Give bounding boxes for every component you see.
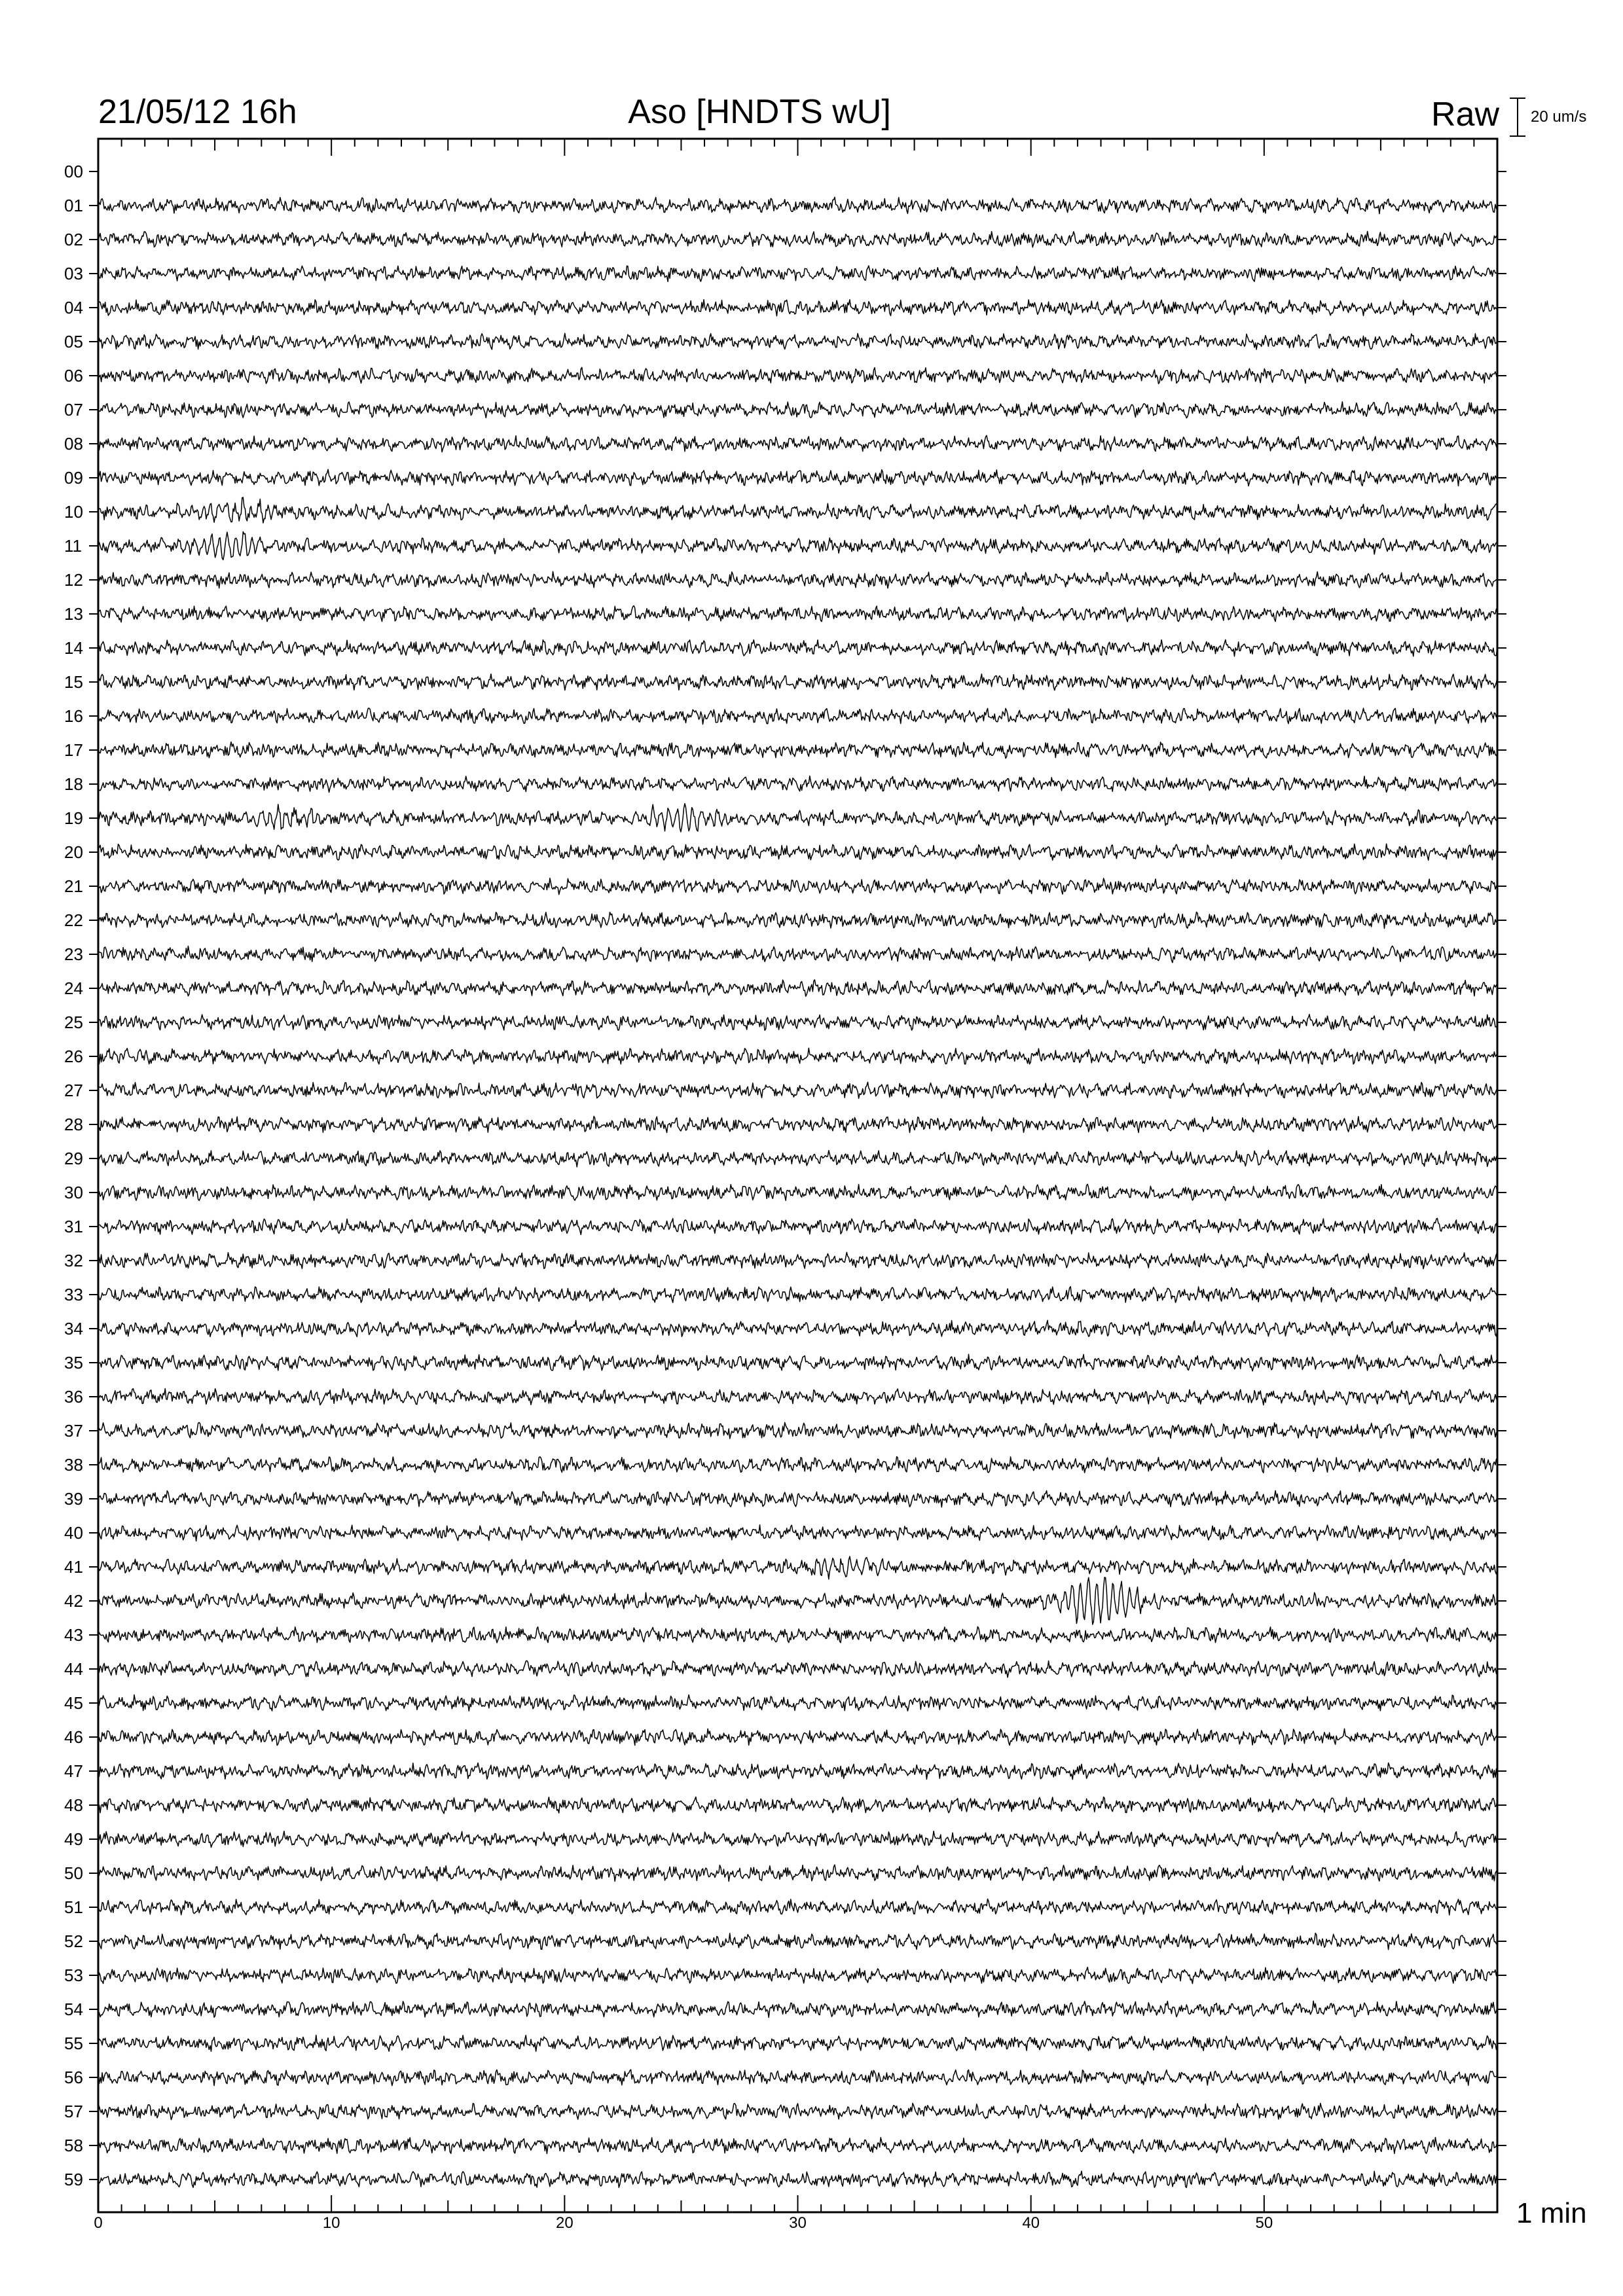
row-label: 16 [64,706,83,726]
x-tick-label: 0 [94,2214,103,2232]
trace-row-06 [98,367,1497,384]
trace-row-34 [98,1320,1497,1336]
chart-datetime: 21/05/12 16h [98,93,297,131]
row-label: 43 [64,1625,83,1645]
row-label: 31 [64,1217,83,1236]
trace-row-03 [98,266,1497,281]
row-label: 06 [64,366,83,386]
trace-row-19 [98,804,1497,832]
trace-row-50 [98,1865,1497,1881]
trace-row-47 [98,1763,1497,1780]
row-label: 35 [64,1353,83,1372]
trace-row-32 [98,1252,1497,1268]
trace-row-55 [98,2036,1497,2052]
trace-row-27 [98,1082,1497,1098]
row-label: 18 [64,774,83,794]
trace-row-20 [98,844,1497,860]
trace-row-35 [98,1354,1497,1371]
row-label: 39 [64,1489,83,1509]
trace-row-54 [98,2001,1497,2017]
trace-row-24 [98,980,1497,997]
seismic-traces [98,197,1497,2187]
row-label: 07 [64,400,83,420]
trace-row-23 [98,946,1497,962]
trace-row-15 [98,674,1497,691]
trace-row-22 [98,912,1497,929]
trace-row-13 [98,606,1497,622]
x-tick-label: 50 [1255,2214,1273,2232]
trace-row-38 [98,1457,1497,1473]
trace-row-39 [98,1491,1497,1507]
trace-row-44 [98,1660,1497,1677]
trace-row-46 [98,1729,1497,1745]
row-label: 24 [64,978,83,998]
row-label: 02 [64,230,83,249]
row-label: 19 [64,808,83,828]
trace-row-45 [98,1695,1497,1712]
trace-row-29 [98,1151,1497,1167]
row-label: 04 [64,298,83,317]
trace-row-36 [98,1389,1497,1405]
time-unit-label: 1 min [1516,2197,1587,2229]
row-label: 14 [64,638,83,658]
row-label: 41 [64,1557,83,1577]
trace-row-12 [98,571,1497,588]
row-label: 53 [64,1965,83,1985]
minute-ticks-bottom [98,2195,1497,2212]
trace-row-31 [98,1218,1497,1234]
row-label: 52 [64,1931,83,1951]
row-label: 38 [64,1455,83,1475]
trace-row-11 [98,531,1497,560]
trace-row-59 [98,2171,1497,2187]
trace-row-49 [98,1831,1497,1848]
trace-row-48 [98,1797,1497,1813]
trace-row-04 [98,300,1497,316]
row-label: 27 [64,1081,83,1100]
row-label: 32 [64,1251,83,1270]
row-label: 40 [64,1523,83,1543]
row-label: 08 [64,434,83,454]
trace-row-17 [98,742,1497,759]
x-tick-label: 10 [322,2214,340,2232]
row-label: 36 [64,1387,83,1407]
row-label: 59 [64,2170,83,2189]
row-label: 56 [64,2068,83,2087]
trace-row-57 [98,2104,1497,2120]
row-label: 48 [64,1795,83,1815]
trace-row-18 [98,776,1497,793]
trace-row-02 [98,232,1497,247]
trace-row-40 [98,1525,1497,1541]
trace-row-52 [98,1933,1497,1950]
trace-row-16 [98,708,1497,725]
row-label: 26 [64,1047,83,1066]
row-label: 23 [64,944,83,964]
trace-row-25 [98,1014,1497,1031]
row-label: 58 [64,2136,83,2155]
trace-row-07 [98,402,1497,418]
row-label: 13 [64,604,83,624]
row-label: 21 [64,876,83,896]
row-label: 51 [64,1897,83,1917]
amplitude-scale-label: 20 um/s [1531,108,1587,126]
row-label: 17 [64,740,83,760]
trace-row-42 [98,1577,1497,1624]
trace-row-30 [98,1184,1497,1200]
plot-frame [98,139,1497,2212]
x-tick-label: 40 [1022,2214,1040,2232]
trace-row-26 [98,1048,1497,1064]
row-label: 05 [64,332,83,351]
row-label: 33 [64,1285,83,1304]
row-label: 46 [64,1727,83,1747]
minute-ticks-top [98,139,1497,156]
row-label: 01 [64,196,83,215]
row-label: 47 [64,1761,83,1781]
row-label: 15 [64,672,83,692]
minute-tick-labels [94,2214,1273,2232]
trace-row-14 [98,639,1497,656]
row-label: 00 [64,162,83,181]
row-labels [64,162,83,2189]
row-label: 30 [64,1183,83,1202]
amplitude-scale-bar [1510,98,1586,136]
row-label: 34 [64,1319,83,1338]
row-label: 28 [64,1115,83,1134]
row-label: 42 [64,1591,83,1611]
trace-row-37 [98,1422,1497,1439]
row-label: 55 [64,2034,83,2053]
trace-row-51 [98,1899,1497,1915]
row-label: 22 [64,910,83,930]
row-label: 20 [64,842,83,862]
trace-row-21 [98,878,1497,895]
filter-label: Raw [1431,96,1499,134]
row-label: 03 [64,264,83,283]
trace-row-28 [98,1117,1497,1133]
row-label: 54 [64,2000,83,2019]
row-label: 44 [64,1659,83,1679]
chart-title: Aso [HNDTS wU] [628,93,891,131]
trace-row-43 [98,1626,1497,1643]
trace-row-56 [98,2070,1497,2085]
trace-row-01 [98,197,1497,213]
row-label: 45 [64,1693,83,1713]
trace-row-41 [98,1556,1497,1579]
row-label: 29 [64,1149,83,1168]
row-label: 57 [64,2102,83,2121]
trace-row-09 [98,469,1497,486]
trace-row-33 [98,1287,1497,1302]
row-label: 09 [64,468,83,488]
trace-row-05 [98,333,1497,350]
row-label: 50 [64,1863,83,1883]
row-label: 25 [64,1013,83,1032]
row-label: 37 [64,1421,83,1441]
row-label: 49 [64,1829,83,1849]
trace-row-53 [98,1967,1497,1984]
trace-row-10 [98,497,1497,523]
row-label: 12 [64,570,83,590]
trace-row-08 [98,435,1497,452]
trace-row-58 [98,2138,1497,2154]
row-label: 11 [64,536,82,556]
x-tick-label: 30 [789,2214,807,2232]
x-tick-label: 20 [555,2214,574,2232]
row-label: 10 [64,502,83,522]
